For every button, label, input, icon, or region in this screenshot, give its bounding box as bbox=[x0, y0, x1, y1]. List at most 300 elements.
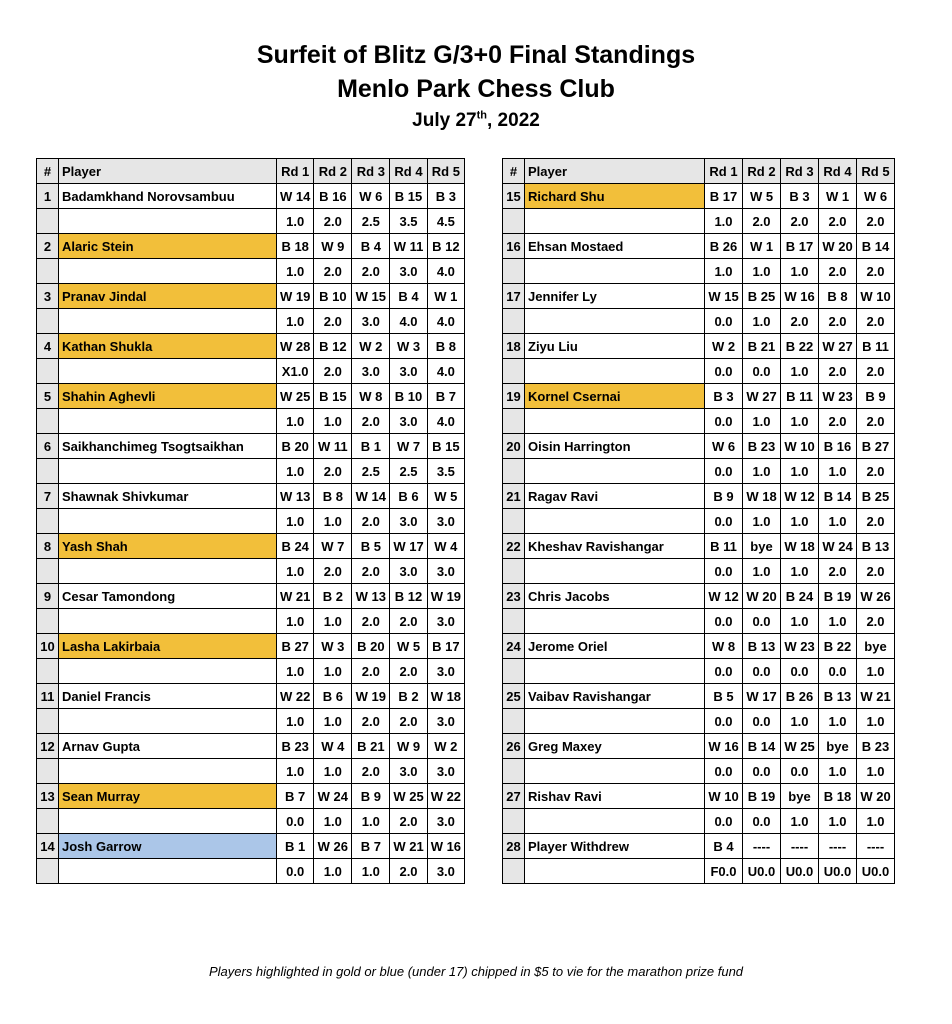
round-1-score: 1.0 bbox=[277, 309, 314, 334]
blank-cell bbox=[525, 859, 705, 884]
round-3-score: 1.0 bbox=[781, 459, 819, 484]
blank-cell bbox=[525, 359, 705, 384]
round-1-pairing: B 27 bbox=[277, 634, 314, 659]
round-5-score: 2.0 bbox=[857, 309, 895, 334]
round-3-score: 1.0 bbox=[781, 809, 819, 834]
blank-cell bbox=[525, 709, 705, 734]
round-3-pairing: W 16 bbox=[781, 284, 819, 309]
score-row bbox=[503, 559, 895, 584]
round-1-score: 1.0 bbox=[277, 459, 314, 484]
round-2-pairing: B 21 bbox=[743, 334, 781, 359]
round-3-pairing: B 20 bbox=[352, 634, 390, 659]
round-5-score: 3.0 bbox=[427, 859, 464, 884]
col-header-rd3: Rd 3 bbox=[352, 159, 390, 184]
round-1-pairing: W 16 bbox=[705, 734, 743, 759]
round-5-score: 1.0 bbox=[857, 659, 895, 684]
round-5-pairing: B 7 bbox=[427, 384, 464, 409]
player-name: Jennifer Ly bbox=[525, 284, 705, 309]
blank-cell bbox=[525, 559, 705, 584]
round-5-score: 2.0 bbox=[857, 459, 895, 484]
player-number: 26 bbox=[503, 734, 525, 759]
player-name: Cesar Tamondong bbox=[59, 584, 277, 609]
blank-cell bbox=[503, 309, 525, 334]
score-row bbox=[37, 709, 465, 734]
round-2-pairing: W 20 bbox=[743, 584, 781, 609]
player-row bbox=[37, 534, 465, 559]
round-4-pairing: W 1 bbox=[819, 184, 857, 209]
player-row bbox=[503, 834, 895, 859]
round-2-pairing: W 17 bbox=[743, 684, 781, 709]
round-1-score: 0.0 bbox=[705, 559, 743, 584]
round-1-pairing: W 15 bbox=[705, 284, 743, 309]
round-1-score: 1.0 bbox=[705, 259, 743, 284]
blank-cell bbox=[59, 409, 277, 434]
round-3-pairing: W 13 bbox=[352, 584, 390, 609]
blank-cell bbox=[37, 309, 59, 334]
round-4-pairing: B 19 bbox=[819, 584, 857, 609]
score-row bbox=[37, 209, 465, 234]
player-row bbox=[503, 534, 895, 559]
round-4-score: 3.0 bbox=[390, 509, 427, 534]
round-1-score: 0.0 bbox=[277, 809, 314, 834]
blank-cell bbox=[503, 759, 525, 784]
round-1-pairing: B 26 bbox=[705, 234, 743, 259]
round-4-pairing: B 6 bbox=[390, 484, 427, 509]
player-name: Rishav Ravi bbox=[525, 784, 705, 809]
round-5-score: 4.0 bbox=[427, 259, 464, 284]
blank-cell bbox=[59, 759, 277, 784]
round-1-pairing: B 3 bbox=[705, 384, 743, 409]
blank-cell bbox=[59, 559, 277, 584]
round-4-score: 1.0 bbox=[819, 809, 857, 834]
round-1-score: 1.0 bbox=[277, 509, 314, 534]
round-2-score: 0.0 bbox=[743, 609, 781, 634]
score-row bbox=[503, 759, 895, 784]
round-2-score: 0.0 bbox=[743, 809, 781, 834]
round-1-pairing: B 24 bbox=[277, 534, 314, 559]
round-5-score: 3.5 bbox=[427, 459, 464, 484]
round-3-score: 3.0 bbox=[352, 309, 390, 334]
player-row bbox=[503, 334, 895, 359]
round-2-pairing: B 16 bbox=[314, 184, 352, 209]
player-name: Greg Maxey bbox=[525, 734, 705, 759]
blank-cell bbox=[37, 259, 59, 284]
blank-cell bbox=[503, 609, 525, 634]
round-2-pairing: B 23 bbox=[743, 434, 781, 459]
blank-cell bbox=[525, 659, 705, 684]
player-row bbox=[503, 234, 895, 259]
player-number: 7 bbox=[37, 484, 59, 509]
round-5-pairing: W 6 bbox=[857, 184, 895, 209]
round-1-pairing: W 10 bbox=[705, 784, 743, 809]
page-header bbox=[0, 38, 952, 136]
blank-cell bbox=[525, 609, 705, 634]
player-number: 13 bbox=[37, 784, 59, 809]
round-1-score: 0.0 bbox=[705, 409, 743, 434]
round-4-pairing: W 17 bbox=[390, 534, 427, 559]
round-1-pairing: B 5 bbox=[705, 684, 743, 709]
round-1-score: 0.0 bbox=[705, 459, 743, 484]
round-4-pairing: W 5 bbox=[390, 634, 427, 659]
round-5-score: 3.0 bbox=[427, 709, 464, 734]
round-2-pairing: W 11 bbox=[314, 434, 352, 459]
round-4-pairing: B 12 bbox=[390, 584, 427, 609]
round-3-pairing: W 8 bbox=[352, 384, 390, 409]
round-2-score: 1.0 bbox=[743, 309, 781, 334]
round-3-score: 3.0 bbox=[352, 359, 390, 384]
round-5-score: 4.0 bbox=[427, 409, 464, 434]
blank-cell bbox=[37, 709, 59, 734]
blank-cell bbox=[59, 809, 277, 834]
round-2-pairing: B 14 bbox=[743, 734, 781, 759]
blank-cell bbox=[525, 209, 705, 234]
blank-cell bbox=[525, 509, 705, 534]
round-2-score: 1.0 bbox=[314, 859, 352, 884]
player-row bbox=[503, 784, 895, 809]
player-number: 15 bbox=[503, 184, 525, 209]
standings-body-left bbox=[37, 184, 465, 884]
round-4-score: 2.0 bbox=[390, 609, 427, 634]
round-2-score: 0.0 bbox=[743, 759, 781, 784]
round-5-score: 1.0 bbox=[857, 809, 895, 834]
round-4-pairing: B 16 bbox=[819, 434, 857, 459]
round-3-score: 2.5 bbox=[352, 209, 390, 234]
player-name: Kheshav Ravishangar bbox=[525, 534, 705, 559]
round-1-pairing: B 7 bbox=[277, 784, 314, 809]
round-3-score: 1.0 bbox=[781, 359, 819, 384]
date-suffix: th bbox=[476, 109, 487, 122]
player-row bbox=[503, 484, 895, 509]
player-number: 5 bbox=[37, 384, 59, 409]
standings-body-right bbox=[503, 184, 895, 884]
round-3-pairing: B 21 bbox=[352, 734, 390, 759]
player-row bbox=[37, 384, 465, 409]
round-3-pairing: B 3 bbox=[781, 184, 819, 209]
round-5-pairing: W 16 bbox=[427, 834, 464, 859]
round-2-pairing: B 10 bbox=[314, 284, 352, 309]
round-2-score: 2.0 bbox=[314, 459, 352, 484]
round-4-score: 2.0 bbox=[819, 359, 857, 384]
round-4-pairing: ---- bbox=[819, 834, 857, 859]
round-3-pairing: B 7 bbox=[352, 834, 390, 859]
blank-cell bbox=[503, 409, 525, 434]
score-row bbox=[37, 759, 465, 784]
round-2-score: 1.0 bbox=[314, 759, 352, 784]
round-4-score: 2.5 bbox=[390, 459, 427, 484]
round-2-score: 1.0 bbox=[743, 559, 781, 584]
round-3-score: 2.5 bbox=[352, 459, 390, 484]
col-header-rd3: Rd 3 bbox=[781, 159, 819, 184]
score-row bbox=[37, 359, 465, 384]
round-1-pairing: W 12 bbox=[705, 584, 743, 609]
round-4-pairing: B 2 bbox=[390, 684, 427, 709]
player-name: Kathan Shukla bbox=[59, 334, 277, 359]
blank-cell bbox=[37, 559, 59, 584]
col-header-rd5: Rd 5 bbox=[857, 159, 895, 184]
club-name: Menlo Park Chess Club bbox=[337, 75, 615, 103]
player-number: 2 bbox=[37, 234, 59, 259]
round-1-pairing: B 1 bbox=[277, 834, 314, 859]
round-5-score: 2.0 bbox=[857, 509, 895, 534]
round-4-score: 3.0 bbox=[390, 409, 427, 434]
round-4-score: 4.0 bbox=[390, 309, 427, 334]
score-row bbox=[503, 409, 895, 434]
round-4-pairing: B 4 bbox=[390, 284, 427, 309]
round-4-score: 2.0 bbox=[390, 809, 427, 834]
round-1-score: 0.0 bbox=[277, 859, 314, 884]
round-1-pairing: W 28 bbox=[277, 334, 314, 359]
round-2-pairing: B 8 bbox=[314, 484, 352, 509]
round-3-score: 2.0 bbox=[352, 609, 390, 634]
round-3-score: 2.0 bbox=[352, 259, 390, 284]
player-row bbox=[503, 584, 895, 609]
blank-cell bbox=[503, 259, 525, 284]
player-name: Ehsan Mostaed bbox=[525, 234, 705, 259]
round-4-score: 2.0 bbox=[819, 409, 857, 434]
player-row bbox=[37, 334, 465, 359]
round-3-pairing: W 18 bbox=[781, 534, 819, 559]
round-1-pairing: W 25 bbox=[277, 384, 314, 409]
round-3-pairing: B 24 bbox=[781, 584, 819, 609]
round-3-score: 0.0 bbox=[781, 659, 819, 684]
blank-cell bbox=[37, 609, 59, 634]
blank-cell bbox=[503, 559, 525, 584]
round-4-score: 2.0 bbox=[819, 209, 857, 234]
col-header-rd2: Rd 2 bbox=[314, 159, 352, 184]
round-4-pairing: B 8 bbox=[819, 284, 857, 309]
blank-cell bbox=[503, 709, 525, 734]
player-number: 14 bbox=[37, 834, 59, 859]
round-1-pairing: B 20 bbox=[277, 434, 314, 459]
score-row bbox=[503, 709, 895, 734]
round-5-pairing: ---- bbox=[857, 834, 895, 859]
player-row bbox=[503, 184, 895, 209]
round-4-score: 2.0 bbox=[819, 559, 857, 584]
col-header-rd4: Rd 4 bbox=[819, 159, 857, 184]
round-3-score: 2.0 bbox=[781, 209, 819, 234]
round-3-score: 1.0 bbox=[781, 559, 819, 584]
player-row bbox=[503, 734, 895, 759]
col-header-rd1: Rd 1 bbox=[705, 159, 743, 184]
header-row bbox=[37, 159, 465, 184]
player-row bbox=[503, 284, 895, 309]
round-2-pairing: ---- bbox=[743, 834, 781, 859]
round-2-pairing: W 4 bbox=[314, 734, 352, 759]
page-title: Surfeit of Blitz G/3+0 Final Standings bbox=[256, 41, 696, 69]
player-row bbox=[37, 834, 465, 859]
blank-cell bbox=[59, 359, 277, 384]
round-1-score: 0.0 bbox=[705, 309, 743, 334]
round-2-score: 2.0 bbox=[743, 209, 781, 234]
score-row bbox=[503, 809, 895, 834]
round-3-score: 1.0 bbox=[781, 409, 819, 434]
round-5-pairing: W 22 bbox=[427, 784, 464, 809]
round-5-pairing: W 10 bbox=[857, 284, 895, 309]
player-name: Ziyu Liu bbox=[525, 334, 705, 359]
col-header-num: # bbox=[503, 159, 525, 184]
round-3-pairing: B 1 bbox=[352, 434, 390, 459]
round-3-score: 1.0 bbox=[781, 709, 819, 734]
blank-cell bbox=[503, 459, 525, 484]
round-5-pairing: W 2 bbox=[427, 734, 464, 759]
player-number: 18 bbox=[503, 334, 525, 359]
player-name: Shahin Aghevli bbox=[59, 384, 277, 409]
round-2-pairing: W 7 bbox=[314, 534, 352, 559]
round-1-pairing: B 23 bbox=[277, 734, 314, 759]
round-4-score: 2.0 bbox=[390, 659, 427, 684]
round-1-score: 1.0 bbox=[277, 609, 314, 634]
round-1-score: F0.0 bbox=[705, 859, 743, 884]
player-row bbox=[37, 184, 465, 209]
footnote: Players highlighted in gold or blue (under 17) chipped in $5 to vie for the marathon prize fund bbox=[208, 964, 744, 979]
round-3-score: U0.0 bbox=[781, 859, 819, 884]
blank-cell bbox=[59, 859, 277, 884]
round-2-score: 2.0 bbox=[314, 209, 352, 234]
round-5-pairing: B 8 bbox=[427, 334, 464, 359]
blank-cell bbox=[525, 809, 705, 834]
player-row bbox=[503, 634, 895, 659]
score-row bbox=[503, 359, 895, 384]
player-number: 12 bbox=[37, 734, 59, 759]
player-number: 17 bbox=[503, 284, 525, 309]
player-number: 19 bbox=[503, 384, 525, 409]
date-year: , 2022 bbox=[487, 110, 540, 131]
round-5-pairing: B 11 bbox=[857, 334, 895, 359]
score-row bbox=[37, 459, 465, 484]
player-number: 20 bbox=[503, 434, 525, 459]
round-2-pairing: B 6 bbox=[314, 684, 352, 709]
round-2-pairing: W 18 bbox=[743, 484, 781, 509]
round-5-score: 2.0 bbox=[857, 559, 895, 584]
round-1-score: 0.0 bbox=[705, 509, 743, 534]
round-1-pairing: B 9 bbox=[705, 484, 743, 509]
round-1-score: 1.0 bbox=[277, 559, 314, 584]
score-row bbox=[503, 209, 895, 234]
round-2-pairing: W 26 bbox=[314, 834, 352, 859]
round-2-score: 1.0 bbox=[743, 509, 781, 534]
round-2-score: 2.0 bbox=[314, 259, 352, 284]
round-2-score: 2.0 bbox=[314, 359, 352, 384]
player-name: Shawnak Shivkumar bbox=[59, 484, 277, 509]
round-5-score: 3.0 bbox=[427, 759, 464, 784]
player-name: Richard Shu bbox=[525, 184, 705, 209]
round-3-pairing: W 15 bbox=[352, 284, 390, 309]
blank-cell bbox=[37, 659, 59, 684]
player-row bbox=[37, 434, 465, 459]
round-3-pairing: W 23 bbox=[781, 634, 819, 659]
blank-cell bbox=[525, 459, 705, 484]
round-3-score: 1.0 bbox=[352, 809, 390, 834]
round-4-score: 1.0 bbox=[819, 709, 857, 734]
round-3-pairing: B 4 bbox=[352, 234, 390, 259]
score-row bbox=[37, 409, 465, 434]
player-number: 27 bbox=[503, 784, 525, 809]
round-5-pairing: bye bbox=[857, 634, 895, 659]
player-row bbox=[37, 784, 465, 809]
round-2-score: 1.0 bbox=[743, 409, 781, 434]
score-row bbox=[503, 309, 895, 334]
score-row bbox=[503, 509, 895, 534]
round-5-score: 1.0 bbox=[857, 759, 895, 784]
blank-cell bbox=[37, 459, 59, 484]
round-2-score: 0.0 bbox=[743, 709, 781, 734]
round-4-pairing: W 25 bbox=[390, 784, 427, 809]
round-5-score: 2.0 bbox=[857, 359, 895, 384]
round-3-score: 1.0 bbox=[781, 609, 819, 634]
round-4-pairing: B 14 bbox=[819, 484, 857, 509]
round-2-score: 2.0 bbox=[314, 309, 352, 334]
round-1-score: 0.0 bbox=[705, 609, 743, 634]
round-5-pairing: W 4 bbox=[427, 534, 464, 559]
round-3-score: 2.0 bbox=[352, 559, 390, 584]
blank-cell bbox=[59, 309, 277, 334]
round-2-pairing: W 5 bbox=[743, 184, 781, 209]
player-name: Badamkhand Norovsambuu bbox=[59, 184, 277, 209]
blank-cell bbox=[525, 759, 705, 784]
player-name: Oisin Harrington bbox=[525, 434, 705, 459]
round-3-score: 2.0 bbox=[352, 409, 390, 434]
round-2-score: 1.0 bbox=[314, 609, 352, 634]
blank-cell bbox=[59, 659, 277, 684]
player-name: Alaric Stein bbox=[59, 234, 277, 259]
round-1-score: 1.0 bbox=[277, 209, 314, 234]
round-3-pairing: W 25 bbox=[781, 734, 819, 759]
round-1-pairing: W 14 bbox=[277, 184, 314, 209]
round-5-score: 4.0 bbox=[427, 359, 464, 384]
blank-cell bbox=[525, 259, 705, 284]
blank-cell bbox=[59, 509, 277, 534]
player-name: Lasha Lakirbaia bbox=[59, 634, 277, 659]
round-2-pairing: W 27 bbox=[743, 384, 781, 409]
blank-cell bbox=[59, 209, 277, 234]
round-1-pairing: W 21 bbox=[277, 584, 314, 609]
blank-cell bbox=[37, 759, 59, 784]
round-5-score: 3.0 bbox=[427, 509, 464, 534]
header-row bbox=[503, 159, 895, 184]
round-3-pairing: B 22 bbox=[781, 334, 819, 359]
round-3-pairing: B 11 bbox=[781, 384, 819, 409]
score-row bbox=[503, 659, 895, 684]
round-3-score: 2.0 bbox=[781, 309, 819, 334]
col-header-num: # bbox=[37, 159, 59, 184]
player-number: 23 bbox=[503, 584, 525, 609]
round-3-score: 1.0 bbox=[781, 509, 819, 534]
blank-cell bbox=[503, 809, 525, 834]
round-4-score: 1.0 bbox=[819, 609, 857, 634]
player-row bbox=[37, 634, 465, 659]
round-1-pairing: B 18 bbox=[277, 234, 314, 259]
player-number: 10 bbox=[37, 634, 59, 659]
round-2-pairing: W 3 bbox=[314, 634, 352, 659]
round-5-pairing: B 3 bbox=[427, 184, 464, 209]
score-row bbox=[37, 309, 465, 334]
round-2-score: 0.0 bbox=[743, 659, 781, 684]
player-name: Jerome Oriel bbox=[525, 634, 705, 659]
round-5-score: 3.0 bbox=[427, 609, 464, 634]
blank-cell bbox=[503, 509, 525, 534]
round-4-score: 3.0 bbox=[390, 559, 427, 584]
round-2-score: 1.0 bbox=[743, 459, 781, 484]
round-5-score: 4.5 bbox=[427, 209, 464, 234]
round-5-pairing: W 1 bbox=[427, 284, 464, 309]
score-row bbox=[503, 459, 895, 484]
round-4-score: 3.0 bbox=[390, 259, 427, 284]
round-3-score: 0.0 bbox=[781, 759, 819, 784]
round-3-pairing: bye bbox=[781, 784, 819, 809]
round-4-score: 2.0 bbox=[819, 309, 857, 334]
round-2-pairing: B 2 bbox=[314, 584, 352, 609]
player-row bbox=[37, 734, 465, 759]
